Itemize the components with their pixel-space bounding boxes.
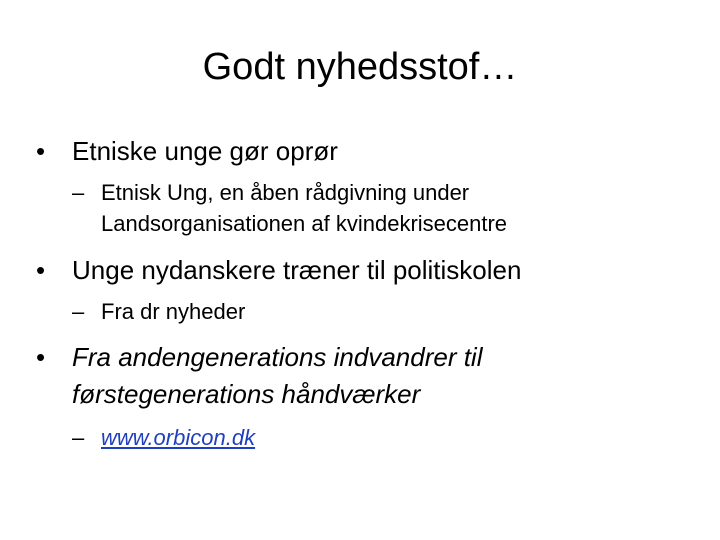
slide-title: Godt nyhedsstof… [202,46,518,88]
bullet-1 [36,134,676,168]
sub-bullet-3-1-item [101,423,255,453]
bullet-3-line2: førstegenerations håndværker [72,379,421,409]
bullet-dot: • [36,255,46,285]
sub-bullet-1-1 [72,178,672,238]
bullet-3-line1: Fra andengenerations indvandrer til [72,342,483,372]
bullet-dot: • [36,136,46,166]
sub-bullet-2-1 [72,297,672,327]
sub-dash: – [72,425,85,450]
sub-bullet-2-1-text: Fra dr nyheder [101,299,246,324]
bullet-dot: • [36,342,46,372]
orbicon-link[interactable]: www.orbicon.dk [101,425,256,450]
bullet-3 [36,340,676,410]
bullet-1-text: Etniske unge gør oprør [72,136,338,166]
sub-bullet-3-1 [72,423,672,453]
sub-dash: – [72,299,85,324]
sub-bullet-1-1-line1: Etnisk Ung, en åben rådgivning under [101,180,470,205]
sub-bullet-1-1-line2: Landsorganisationen af kvindekrisecentre [101,211,508,236]
sub-dash: – [72,180,85,205]
bullet-2 [36,253,676,287]
bullet-2-text: Unge nydanskere træner til politiskolen [72,255,522,285]
